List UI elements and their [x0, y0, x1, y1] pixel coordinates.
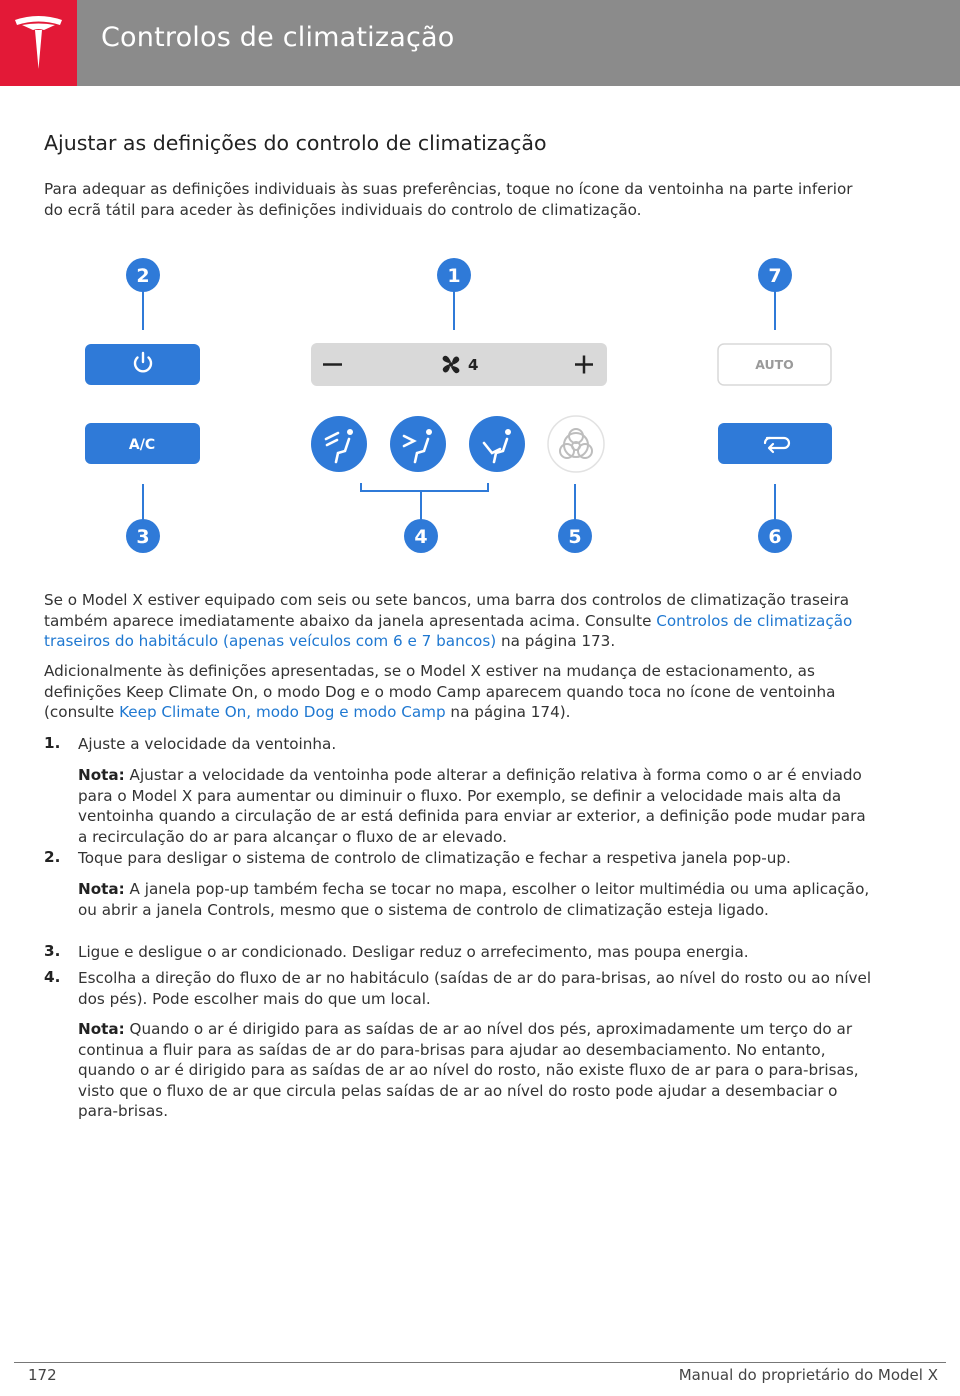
list-item-number: 3. [44, 942, 61, 960]
list-item-number: 2. [44, 848, 61, 866]
airflow-feet-button[interactable] [469, 416, 525, 472]
note-text: Ajustar a velocidade da ventoinha pode alterar a definição relativa à forma como o ar é enviado para o Model X para aumentar ou diminuir o fluxo. Por exemplo, se definir a velocidade mais alta da ventoinha quando a circulação de ar está definida para enviar ar exterior, a definição pode mudar para a recirculação do ar para alcançar o fluxo de ar elevado. [78, 766, 866, 846]
list-item-number: 4. [44, 968, 61, 986]
svg-text:3: 3 [136, 526, 150, 548]
fan-speed-bar [311, 343, 607, 386]
callout-7 [758, 258, 792, 292]
list-item-text: Ligue e desligue o ar condicionado. Desligar reduz o arrefecimento, mas poupa energia. [78, 943, 749, 961]
footer-divider [14, 1362, 946, 1363]
list-item-note [78, 765, 878, 847]
section-heading: Ajustar as definições do controlo de climatização [44, 131, 547, 155]
park-modes-page: na página 174). [445, 703, 571, 722]
svg-text:1: 1 [447, 265, 461, 287]
rear-climate-link[interactable]: Controlos de climatização traseiros do habitáculo (apenas veículos com 6 e 7 bancos) [44, 611, 853, 651]
airflow-windshield-button[interactable] [311, 416, 367, 472]
svg-text:AUTO: AUTO [755, 357, 794, 372]
list-item-text: Toque para desligar o sistema de controlo de climatização e fechar a respetiva janela pop-up. [78, 849, 791, 867]
svg-text:2: 2 [136, 265, 150, 287]
note-text: Quando o ar é dirigido para as saídas de ar ao nível dos pés, aproximadamente um terço do ar continua a fluir para as saídas de ar do para-brisas para ajudar ao desembaciamento. No entanto, quando o ar é dirigido para as saídas de ar ao nível do rosto, não existe fluxo de ar para o para-brisas, visto que o fluxo de ar que circula pelas saídas de ar ao nível do rosto pode ajudar a desembaciar o para-brisas. [78, 1020, 859, 1121]
park-modes-paragraph [44, 661, 874, 723]
list-item-text: Escolha a direção do fluxo de ar no habitáculo (saídas de ar do para-brisas, ao nível do rosto ou ao nível dos pés). Pode escolher mais do que um local. [78, 969, 872, 1008]
seats-paragraph [44, 590, 874, 652]
callout-3 [126, 519, 160, 553]
fan-speed-value: 4 [468, 356, 479, 374]
note-text: A janela pop-up também fecha se tocar no mapa, escolher o leitor multimédia ou uma aplicação, ou abrir a janela Controls, mesmo que o sistema de controlo de climatização esteja ligado. [78, 880, 870, 919]
note-label: Nota: [78, 880, 125, 898]
seats-paragraph-page: na página 173. [496, 632, 616, 651]
callout-1 [437, 258, 471, 292]
list-item-note [78, 879, 878, 920]
intro-paragraph: Para adequar as definições individuais às suas preferências, toque no ícone da ventoinha na parte inferior do ecrã tátil para aceder às definições individuais do controlo de climatização. [44, 180, 853, 219]
svg-text:5: 5 [568, 526, 582, 548]
power-button[interactable] [85, 344, 200, 385]
svg-text:4: 4 [414, 526, 428, 548]
svg-text:6: 6 [768, 526, 782, 548]
keep-climate-link[interactable]: Keep Climate On, modo Dog e modo Camp [119, 703, 446, 722]
page-number: 172 [28, 1366, 57, 1384]
airflow-face-button[interactable] [390, 416, 446, 472]
seats-paragraph-text: Se o Model X estiver equipado com seis ou sete bancos, uma barra dos controlos de climatização traseira também aparece imediatamente abaixo da janela apresentada acima. Consulte [44, 591, 850, 630]
svg-text:7: 7 [768, 265, 782, 287]
park-modes-text: Adicionalmente às definições apresentadas, se o Model X estiver na mudança de estacionamento, as definições Keep Climate On, o modo Dog e o modo Camp aparecem quando toca no ícone de ventoinha (consulte [44, 662, 836, 722]
list-item-text: Ajuste a velocidade da ventoinha. [78, 735, 337, 753]
svg-text:A/C: A/C [128, 437, 156, 453]
tesla-logo-icon [13, 14, 64, 70]
callout-5 [558, 519, 592, 553]
callout-6 [758, 519, 792, 553]
callout-2 [126, 258, 160, 292]
auto-button[interactable] [718, 344, 831, 385]
page-title: Controlos de climatização [101, 22, 455, 53]
callout-4 [404, 519, 438, 553]
footer-manual-title: Manual do proprietário do Model X [678, 1366, 938, 1384]
page-header [0, 0, 960, 86]
leader-bracket-4 [361, 483, 488, 491]
ac-button[interactable] [85, 423, 200, 464]
brand-logo [0, 0, 77, 86]
note-label: Nota: [78, 766, 125, 784]
bioweapon-defense-button[interactable] [548, 416, 604, 472]
recirculation-button[interactable] [718, 423, 832, 464]
note-label: Nota: [78, 1020, 125, 1038]
list-item-number: 1. [44, 734, 61, 752]
list-item-note [78, 1019, 878, 1122]
climate-controls-figure [0, 240, 960, 570]
